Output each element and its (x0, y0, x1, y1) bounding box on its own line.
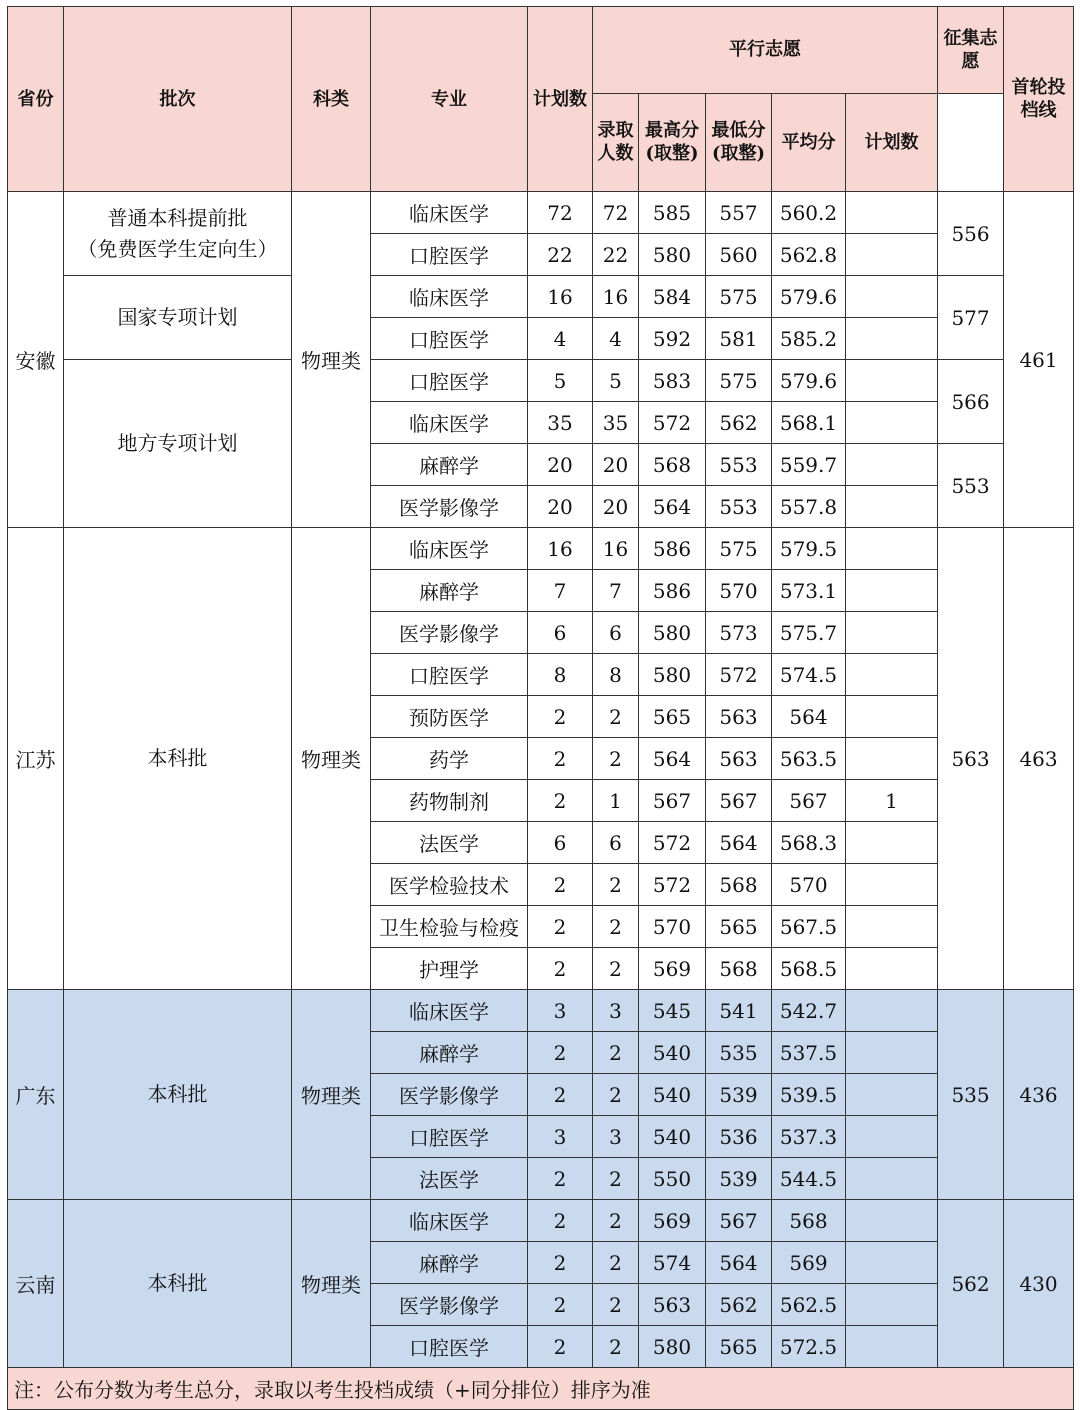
major-cell: 临床医学 (371, 990, 528, 1032)
min-score-cell: 568 (706, 948, 772, 990)
max-score-cell: 565 (639, 696, 706, 738)
collect-plan-cell (846, 276, 938, 318)
min-score-cell: 565 (706, 906, 772, 948)
max-score-cell: 569 (639, 948, 706, 990)
max-score-cell: 572 (639, 864, 706, 906)
collect-plan-cell (846, 1242, 938, 1284)
avg-score-cell: 579.5 (772, 528, 846, 570)
plan-cell: 2 (528, 1242, 593, 1284)
major-cell: 医学影像学 (371, 612, 528, 654)
plan-cell: 8 (528, 654, 593, 696)
max-score-cell: 580 (639, 654, 706, 696)
subject-cell: 物理类 (292, 528, 371, 990)
major-cell: 口腔医学 (371, 1326, 528, 1368)
admitted-cell: 2 (593, 1200, 639, 1242)
collect-plan-cell (846, 1032, 938, 1074)
min-score-cell: 562 (706, 402, 772, 444)
table-row (8, 276, 1074, 318)
subject-cell: 物理类 (292, 192, 371, 528)
min-score-cell: 563 (706, 738, 772, 780)
avg-score-cell: 537.5 (772, 1032, 846, 1074)
first-line-cell: 535 (938, 990, 1004, 1200)
max-score-cell: 586 (639, 570, 706, 612)
max-score-cell: 574 (639, 1242, 706, 1284)
admitted-cell: 2 (593, 948, 639, 990)
major-cell: 临床医学 (371, 192, 528, 234)
avg-score-cell: 562.5 (772, 1284, 846, 1326)
major-cell: 口腔医学 (371, 234, 528, 276)
max-score-cell: 569 (639, 1200, 706, 1242)
max-score-cell: 570 (639, 906, 706, 948)
table-row (8, 192, 1074, 234)
avg-score-cell: 567 (772, 780, 846, 822)
avg-score-cell: 562.8 (772, 234, 846, 276)
min-score-cell: 573 (706, 612, 772, 654)
plan-cell: 5 (528, 360, 593, 402)
min-score-cell: 575 (706, 360, 772, 402)
admitted-cell: 2 (593, 696, 639, 738)
plan-cell: 7 (528, 570, 593, 612)
avg-score-cell: 572.5 (772, 1326, 846, 1368)
admitted-cell: 1 (593, 780, 639, 822)
max-score-cell: 583 (639, 360, 706, 402)
plan-cell: 2 (528, 738, 593, 780)
major-cell: 临床医学 (371, 276, 528, 318)
collect-plan-cell (846, 192, 938, 234)
min-score-cell: 568 (706, 864, 772, 906)
province-cell: 广东 (8, 990, 64, 1200)
plan-cell: 16 (528, 528, 593, 570)
major-cell: 法医学 (371, 1158, 528, 1200)
header-subject: 科类 (292, 7, 371, 192)
control-line-cell: 463 (1004, 528, 1074, 990)
major-cell: 口腔医学 (371, 1116, 528, 1158)
max-score-cell: 564 (639, 486, 706, 528)
major-cell: 临床医学 (371, 1200, 528, 1242)
plan-cell: 20 (528, 444, 593, 486)
collect-plan-cell (846, 864, 938, 906)
header-batch: 批次 (64, 7, 292, 192)
avg-score-cell: 570 (772, 864, 846, 906)
plan-cell: 4 (528, 318, 593, 360)
collect-plan-cell (846, 360, 938, 402)
min-score-cell: 553 (706, 444, 772, 486)
table-note: 注：公布分数为考生总分，录取以考生投档成绩（+同分排位）排序为准 (8, 1368, 1074, 1410)
plan-cell: 2 (528, 780, 593, 822)
admitted-cell: 72 (593, 192, 639, 234)
major-cell: 麻醉学 (371, 1242, 528, 1284)
avg-score-cell: 579.6 (772, 276, 846, 318)
collect-plan-cell (846, 612, 938, 654)
major-cell: 卫生检验与检疫 (371, 906, 528, 948)
collect-plan-cell (846, 948, 938, 990)
min-score-cell: 562 (706, 1284, 772, 1326)
major-cell: 口腔医学 (371, 318, 528, 360)
plan-cell: 2 (528, 696, 593, 738)
collect-plan-cell (846, 486, 938, 528)
avg-score-cell: 559.7 (772, 444, 846, 486)
plan-cell: 2 (528, 906, 593, 948)
batch-cell: 普通本科提前批 （免费医学生定向生） (64, 192, 292, 276)
subject-cell: 物理类 (292, 990, 371, 1200)
max-score-cell: 564 (639, 738, 706, 780)
admitted-cell: 20 (593, 486, 639, 528)
major-cell: 药学 (371, 738, 528, 780)
avg-score-cell: 568 (772, 1200, 846, 1242)
control-line-cell: 461 (1004, 192, 1074, 528)
admitted-cell: 5 (593, 360, 639, 402)
avg-score-cell: 568.5 (772, 948, 846, 990)
header-province: 省份 (8, 7, 64, 192)
max-score-cell: 572 (639, 402, 706, 444)
max-score-cell: 580 (639, 1326, 706, 1368)
min-score-cell: 541 (706, 990, 772, 1032)
max-score-cell: 580 (639, 234, 706, 276)
admitted-cell: 16 (593, 528, 639, 570)
avg-score-cell: 579.6 (772, 360, 846, 402)
min-score-cell: 560 (706, 234, 772, 276)
plan-cell: 2 (528, 1158, 593, 1200)
avg-score-cell: 564 (772, 696, 846, 738)
avg-score-cell: 539.5 (772, 1074, 846, 1116)
avg-score-cell: 544.5 (772, 1158, 846, 1200)
collect-plan-cell (846, 1074, 938, 1116)
admitted-cell: 2 (593, 906, 639, 948)
avg-score-cell: 563.5 (772, 738, 846, 780)
batch-cell: 本科批 (64, 528, 292, 990)
first-line-cell: 566 (938, 360, 1004, 444)
plan-cell: 6 (528, 822, 593, 864)
collect-plan-cell (846, 822, 938, 864)
admitted-cell: 20 (593, 444, 639, 486)
min-score-cell: 535 (706, 1032, 772, 1074)
collect-plan-cell (846, 1284, 938, 1326)
major-cell: 预防医学 (371, 696, 528, 738)
control-line-cell: 430 (1004, 1200, 1074, 1368)
collect-plan-cell (846, 696, 938, 738)
min-score-cell: 565 (706, 1326, 772, 1368)
major-cell: 医学影像学 (371, 1074, 528, 1116)
min-score-cell: 575 (706, 276, 772, 318)
header-admitted: 录取人数 (593, 93, 639, 191)
batch-cell: 国家专项计划 (64, 276, 292, 360)
plan-cell: 2 (528, 1032, 593, 1074)
collect-plan-cell (846, 1326, 938, 1368)
avg-score-cell: 560.2 (772, 192, 846, 234)
avg-score-cell: 569 (772, 1242, 846, 1284)
header-min: 最低分(取整) (706, 93, 772, 191)
first-line-cell: 556 (938, 192, 1004, 276)
major-cell: 麻醉学 (371, 570, 528, 612)
admitted-cell: 6 (593, 822, 639, 864)
max-score-cell: 540 (639, 1074, 706, 1116)
header-collect-plan: 计划数 (846, 93, 938, 191)
collect-plan-cell: 1 (846, 780, 938, 822)
major-cell: 医学检验技术 (371, 864, 528, 906)
major-cell: 麻醉学 (371, 444, 528, 486)
collect-plan-cell (846, 990, 938, 1032)
collect-plan-cell (846, 738, 938, 780)
collect-plan-cell (846, 1158, 938, 1200)
plan-cell: 3 (528, 1116, 593, 1158)
max-score-cell: 568 (639, 444, 706, 486)
max-score-cell: 550 (639, 1158, 706, 1200)
admitted-cell: 2 (593, 864, 639, 906)
max-score-cell: 592 (639, 318, 706, 360)
plan-cell: 16 (528, 276, 593, 318)
first-line-cell: 563 (938, 528, 1004, 990)
avg-score-cell: 585.2 (772, 318, 846, 360)
collect-plan-cell (846, 570, 938, 612)
min-score-cell: 536 (706, 1116, 772, 1158)
avg-score-cell: 557.8 (772, 486, 846, 528)
control-line-cell: 436 (1004, 990, 1074, 1200)
major-cell: 药物制剂 (371, 780, 528, 822)
min-score-cell: 539 (706, 1158, 772, 1200)
first-line-cell: 553 (938, 444, 1004, 528)
admitted-cell: 2 (593, 1242, 639, 1284)
batch-cell: 本科批 (64, 1200, 292, 1368)
table-row (8, 990, 1074, 1032)
province-cell: 安徽 (8, 192, 64, 528)
major-cell: 护理学 (371, 948, 528, 990)
plan-cell: 6 (528, 612, 593, 654)
plan-cell: 3 (528, 990, 593, 1032)
major-cell: 麻醉学 (371, 1032, 528, 1074)
min-score-cell: 575 (706, 528, 772, 570)
plan-cell: 2 (528, 948, 593, 990)
plan-cell: 2 (528, 1326, 593, 1368)
max-score-cell: 567 (639, 780, 706, 822)
admitted-cell: 2 (593, 1074, 639, 1116)
admitted-cell: 7 (593, 570, 639, 612)
max-score-cell: 545 (639, 990, 706, 1032)
admitted-cell: 2 (593, 1158, 639, 1200)
avg-score-cell: 567.5 (772, 906, 846, 948)
admitted-cell: 2 (593, 1284, 639, 1326)
header-parallel: 平行志愿 (593, 7, 938, 94)
avg-score-cell: 574.5 (772, 654, 846, 696)
plan-cell: 2 (528, 1074, 593, 1116)
admitted-cell: 4 (593, 318, 639, 360)
plan-cell: 22 (528, 234, 593, 276)
first-line-cell: 562 (938, 1200, 1004, 1368)
avg-score-cell: 542.7 (772, 990, 846, 1032)
admitted-cell: 2 (593, 1032, 639, 1074)
header-max: 最高分(取整) (639, 93, 706, 191)
admitted-cell: 22 (593, 234, 639, 276)
admitted-cell: 2 (593, 1326, 639, 1368)
admitted-cell: 3 (593, 990, 639, 1032)
min-score-cell: 567 (706, 780, 772, 822)
max-score-cell: 585 (639, 192, 706, 234)
admitted-cell: 8 (593, 654, 639, 696)
collect-plan-cell (846, 906, 938, 948)
major-cell: 临床医学 (371, 528, 528, 570)
min-score-cell: 563 (706, 696, 772, 738)
admitted-cell: 16 (593, 276, 639, 318)
province-cell: 云南 (8, 1200, 64, 1368)
max-score-cell: 580 (639, 612, 706, 654)
min-score-cell: 581 (706, 318, 772, 360)
plan-cell: 72 (528, 192, 593, 234)
plan-cell: 2 (528, 1284, 593, 1326)
province-cell: 江苏 (8, 528, 64, 990)
collect-plan-cell (846, 402, 938, 444)
batch-cell: 本科批 (64, 990, 292, 1200)
min-score-cell: 564 (706, 822, 772, 864)
min-score-cell: 564 (706, 1242, 772, 1284)
table-row (8, 1200, 1074, 1242)
table-row (8, 528, 1074, 570)
min-score-cell: 567 (706, 1200, 772, 1242)
subject-cell: 物理类 (292, 1200, 371, 1368)
max-score-cell: 563 (639, 1284, 706, 1326)
collect-plan-cell (846, 234, 938, 276)
header-first-line: 首轮投档线 (1004, 7, 1074, 192)
avg-score-cell: 575.7 (772, 612, 846, 654)
major-cell: 法医学 (371, 822, 528, 864)
collect-plan-cell (846, 528, 938, 570)
min-score-cell: 557 (706, 192, 772, 234)
collect-plan-cell (846, 1116, 938, 1158)
collect-plan-cell (846, 1200, 938, 1242)
collect-plan-cell (846, 444, 938, 486)
admitted-cell: 2 (593, 738, 639, 780)
major-cell: 临床医学 (371, 402, 528, 444)
table-header (8, 7, 1074, 192)
batch-cell: 地方专项计划 (64, 360, 292, 528)
avg-score-cell: 573.1 (772, 570, 846, 612)
header-avg: 平均分 (772, 93, 846, 191)
major-cell: 医学影像学 (371, 1284, 528, 1326)
max-score-cell: 584 (639, 276, 706, 318)
major-cell: 口腔医学 (371, 654, 528, 696)
header-plan: 计划数 (528, 7, 593, 192)
max-score-cell: 586 (639, 528, 706, 570)
header-major: 专业 (371, 7, 528, 192)
admitted-cell: 6 (593, 612, 639, 654)
avg-score-cell: 568.1 (772, 402, 846, 444)
collect-plan-cell (846, 318, 938, 360)
min-score-cell: 553 (706, 486, 772, 528)
first-line-cell: 577 (938, 276, 1004, 360)
major-cell: 医学影像学 (371, 486, 528, 528)
collect-plan-cell (846, 654, 938, 696)
max-score-cell: 540 (639, 1116, 706, 1158)
min-score-cell: 570 (706, 570, 772, 612)
max-score-cell: 540 (639, 1032, 706, 1074)
admission-score-table (7, 6, 1074, 1410)
min-score-cell: 539 (706, 1074, 772, 1116)
table-row (8, 360, 1074, 402)
admitted-cell: 3 (593, 1116, 639, 1158)
admitted-cell: 35 (593, 402, 639, 444)
plan-cell: 2 (528, 864, 593, 906)
plan-cell: 35 (528, 402, 593, 444)
max-score-cell: 572 (639, 822, 706, 864)
plan-cell: 20 (528, 486, 593, 528)
table-body (8, 192, 1074, 1368)
header-collect: 征集志愿 (938, 7, 1004, 94)
avg-score-cell: 537.3 (772, 1116, 846, 1158)
plan-cell: 2 (528, 1200, 593, 1242)
major-cell: 口腔医学 (371, 360, 528, 402)
min-score-cell: 572 (706, 654, 772, 696)
avg-score-cell: 568.3 (772, 822, 846, 864)
